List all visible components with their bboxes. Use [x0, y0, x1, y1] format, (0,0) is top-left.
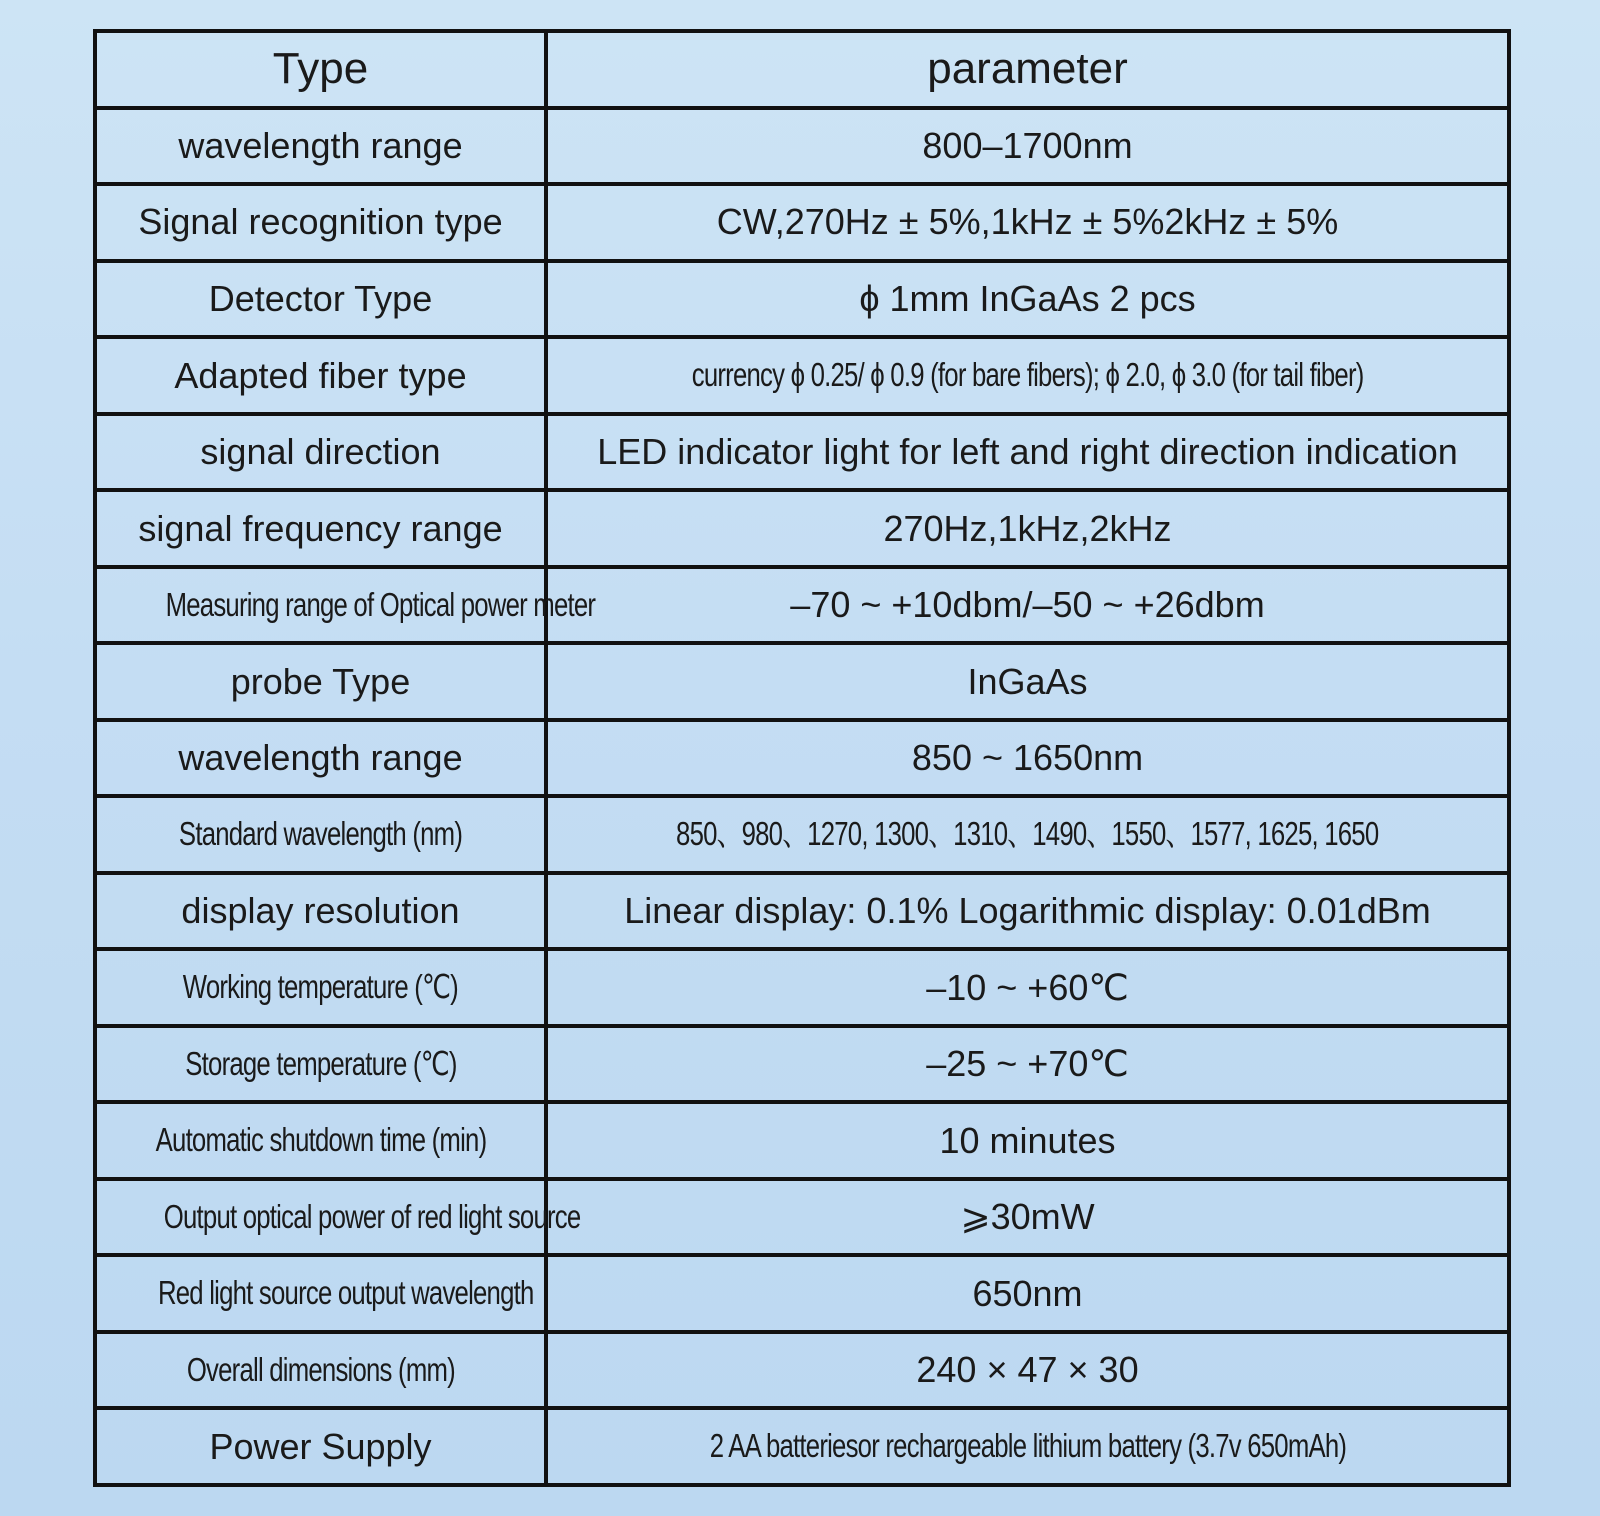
row-type	[95, 1255, 546, 1332]
row-value: 270Hz,1kHz,2kHz	[546, 490, 1509, 567]
row-type	[95, 796, 546, 873]
row-type	[95, 1332, 546, 1409]
table-row	[95, 490, 1509, 567]
table-row	[95, 261, 1509, 338]
row-value: 850 ~ 1650nm	[546, 720, 1509, 797]
table-row	[95, 108, 1509, 185]
row-value	[546, 1408, 1509, 1485]
row-type: probe Type	[95, 643, 546, 720]
row-value: CW,270Hz ± 5%,1kHz ± 5%2kHz ± 5%	[546, 184, 1509, 261]
row-type-text: Working temperature (℃)	[182, 968, 459, 1006]
table-header-row	[95, 31, 1509, 108]
row-value: 240 × 47 × 30	[546, 1332, 1509, 1409]
row-type-text: Standard wavelength (nm)	[178, 815, 463, 853]
table-row	[95, 337, 1509, 414]
row-value: –25 ~ +70℃	[546, 1026, 1509, 1103]
row-type-text: Overall dimensions (mm)	[186, 1350, 455, 1388]
row-type: display resolution	[95, 873, 546, 950]
row-value: ϕ 1mm InGaAs 2 pcs	[546, 261, 1509, 338]
table-row	[95, 720, 1509, 797]
table-row	[95, 1179, 1509, 1256]
table-row	[95, 796, 1509, 873]
table-row	[95, 1102, 1509, 1179]
row-type: Power Supply	[95, 1408, 546, 1485]
table-row	[95, 643, 1509, 720]
row-type: signal direction	[95, 414, 546, 491]
row-type: Adapted fiber type	[95, 337, 546, 414]
row-value: LED indicator light for left and right direction indication	[546, 414, 1509, 491]
row-type: signal frequency range	[95, 490, 546, 567]
table-row	[95, 949, 1509, 1026]
header-parameter: parameter	[546, 31, 1509, 108]
row-type-text: Automatic shutdown time (min)	[155, 1121, 486, 1159]
row-value	[546, 337, 1509, 414]
row-type: Detector Type	[95, 261, 546, 338]
row-value: –10 ~ +60℃	[546, 949, 1509, 1026]
row-value: 650nm	[546, 1255, 1509, 1332]
row-value: 10 minutes	[546, 1102, 1509, 1179]
table-row	[95, 1332, 1509, 1409]
row-value-text: currency ϕ 0.25/ ϕ 0.9 (for bare fibers); ϕ 2.0, ϕ 3.0 (for tail fiber)	[691, 356, 1364, 394]
row-type-text: Red light source output wavelength	[157, 1274, 534, 1312]
row-type	[95, 567, 596, 644]
table-row	[95, 1255, 1509, 1332]
table-row	[95, 1408, 1509, 1485]
table-row	[95, 873, 1509, 950]
row-type-text: Storage temperature (℃)	[184, 1044, 457, 1082]
row-type: wavelength range	[95, 108, 546, 185]
row-value: 800–1700nm	[546, 108, 1509, 185]
row-type: wavelength range	[95, 720, 546, 797]
spec-table	[93, 29, 1511, 1487]
row-type	[95, 1026, 546, 1103]
row-value-text: 2 AA batteriesor rechargeable lithium battery (3.7v 650mAh)	[709, 1427, 1346, 1465]
table-row	[95, 567, 1509, 644]
row-value: ⩾30mW	[546, 1179, 1509, 1256]
row-type	[95, 1102, 546, 1179]
row-value: InGaAs	[546, 643, 1509, 720]
row-value: Linear display: 0.1% Logarithmic display: 0.01dBm	[546, 873, 1509, 950]
row-type-text: Output optical power of red light source	[163, 1197, 581, 1235]
row-type: Signal recognition type	[95, 184, 546, 261]
row-type-text: Measuring range of Optical power meter	[165, 585, 596, 623]
row-value-text: 850、980、1270, 1300、1310、1490、1550、1577, 1625, 1650	[676, 815, 1379, 853]
table-row	[95, 414, 1509, 491]
row-value: –70 ~ +10dbm/–50 ~ +26dbm	[546, 567, 1509, 644]
table-row	[95, 1026, 1509, 1103]
header-type: Type	[95, 31, 546, 108]
table-row	[95, 184, 1509, 261]
row-value	[546, 796, 1509, 873]
row-type	[95, 1179, 581, 1256]
row-type	[95, 949, 546, 1026]
